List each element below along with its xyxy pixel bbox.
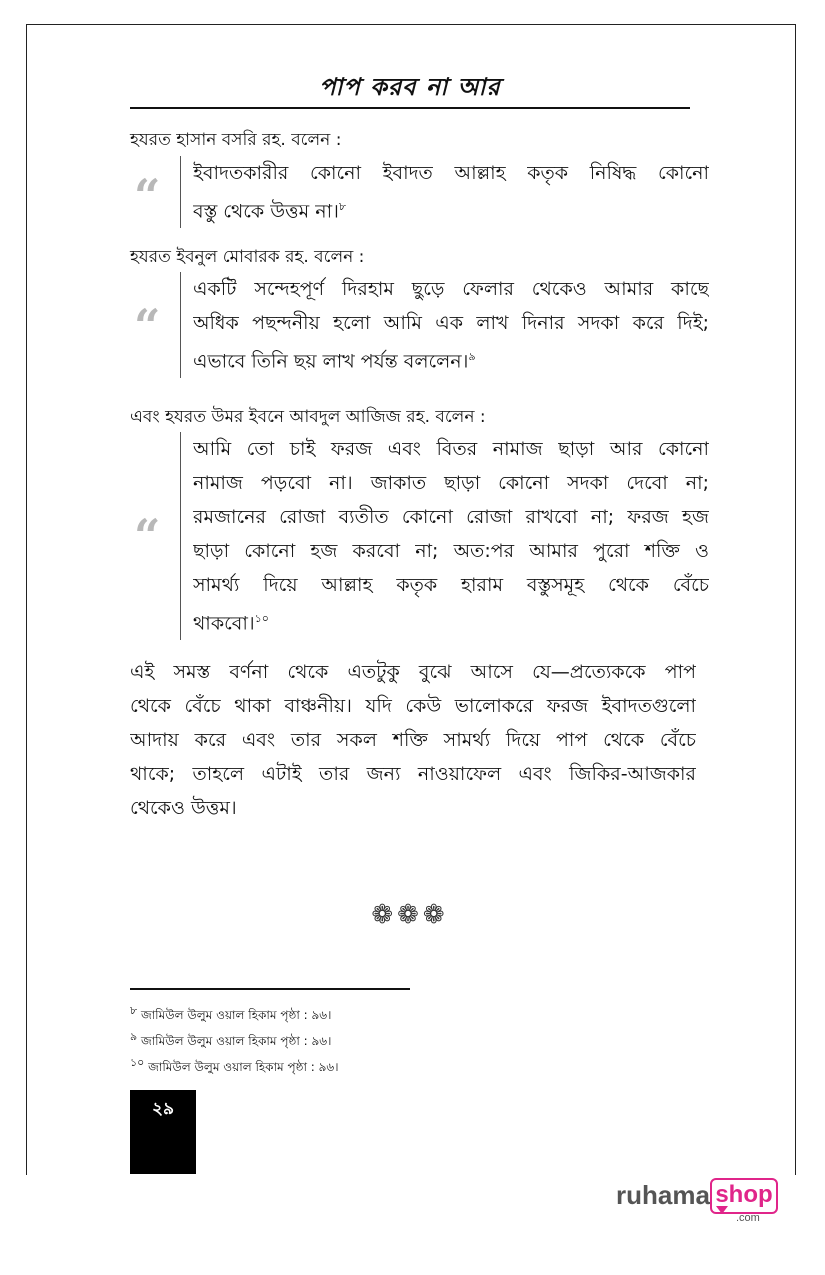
running-title: পাপ করব না আর [319,72,501,101]
quote-mark-icon: “ [134,299,161,353]
page-number: ২৯ [151,1099,175,1119]
quote-block-hasan-basri [180,156,709,228]
footnote-ref: ৯ [468,350,476,363]
quote-line: একটি সন্দেহপূর্ণ দিরহাম ছুড়ে ফেলার থেকেও আমার কাছে [193,278,709,300]
quote-intro-umar-ibn-abdul-aziz: এবং হযরত উমর ইবনে আবদুল আজিজ রহ. বলেন : [130,407,486,427]
body-line: এই সমস্ত বর্ণনা থেকে এতটুকু বুঝে আসে যে—প্রত্যেককে পাপ [130,661,696,683]
quote-line: সামর্থ্য দিয়ে আল্লাহ কতৃক হারাম বস্তুসমূহ থেকে বেঁচে [193,574,709,596]
footnote-rule [130,988,410,990]
quote-block-ibnul-mubarak [180,272,709,378]
quote-line: এভাবে তিনি ছয় লাখ পর্যন্ত বললেন।$^৯$ [193,350,476,373]
quote-block-umar-ibn-abdul-aziz [180,432,709,640]
footnote-ref: ১০ [254,612,269,625]
speech-tail-icon [716,1206,728,1214]
footnote-item: $^৯$ জামিউল উলুম ওয়াল হিকাম পৃষ্ঠা : ৯৬। [130,1030,332,1048]
section-ornament-icon: ❁❁❁ [371,900,449,930]
body-line: থেকে বেঁচে থাকা বাঞ্চনীয়। যদি কেউ ভালোকরে ফরজ ইবাদতগুলো [130,695,696,717]
footnote-ref: ৮ [338,200,347,213]
body-paragraph [130,655,696,825]
body-line: থাকে; তাহলে এটাই তার জন্য নাওয়াফেল এবং জিকির-আজকার [130,763,696,785]
body-line: থেকেও উত্তম। [130,797,237,819]
quote-mark-icon: “ [134,169,161,223]
footnote-item: $^{১০}$ জামিউল উলুম ওয়াল হিকাম পৃষ্ঠা : ৯৬। [130,1056,339,1074]
logo-badge-text: shop [715,1181,773,1208]
quote-line: ইবাদতকারীর কোনো ইবাদত আল্লাহ কতৃক নিষিদ্ধ কোনো [193,162,709,184]
quote-line: রমজানের রোজা ব্যতীত কোনো রোজা রাখবো না; ফরজ হজ [193,506,709,528]
quote-mark-icon: “ [134,509,161,563]
quote-line: বস্তু থেকে উত্তম না।$^৮$ [193,200,347,223]
page-number-box [130,1090,196,1174]
footnotes [130,1000,339,1078]
quote-line: ছাড়া কোনো হজ করবো না; অত:পর আমার পুরো শক্তি ও [193,540,709,562]
quote-intro-hasan-basri: হযরত হাসান বসরি রহ. বলেন : [130,130,342,150]
logo-domain-text: .com [736,1212,760,1224]
body-line: আদায় করে এবং তার সকল শক্তি সামর্থ্য দিয়ে পাপ থেকে বেঁচে [130,729,696,751]
quote-line: নামাজ পড়বো না। জাকাত ছাড়া কোনো সদকা দেবো না; [193,472,709,494]
header-rule [130,107,690,109]
quote-line: আমি তো চাই ফরজ এবং বিতর নামাজ ছাড়া আর কোনো [193,438,709,460]
footnote-item: $^৮$ জামিউল উলুম ওয়াল হিকাম পৃষ্ঠা : ৯৬। [130,1004,332,1022]
quote-line: থাকবো।$^{১০}$ [193,612,269,635]
logo-brand-text: ruhama [616,1180,710,1210]
quote-intro-ibnul-mubarak: হযরত ইবনুল মোবারক রহ. বলেন : [130,247,365,267]
quote-line: অধিক পছন্দনীয় হলো আমি এক লাখ দিনার সদকা করে দিই; [193,312,709,334]
ruhamashop-logo [616,1176,786,1226]
